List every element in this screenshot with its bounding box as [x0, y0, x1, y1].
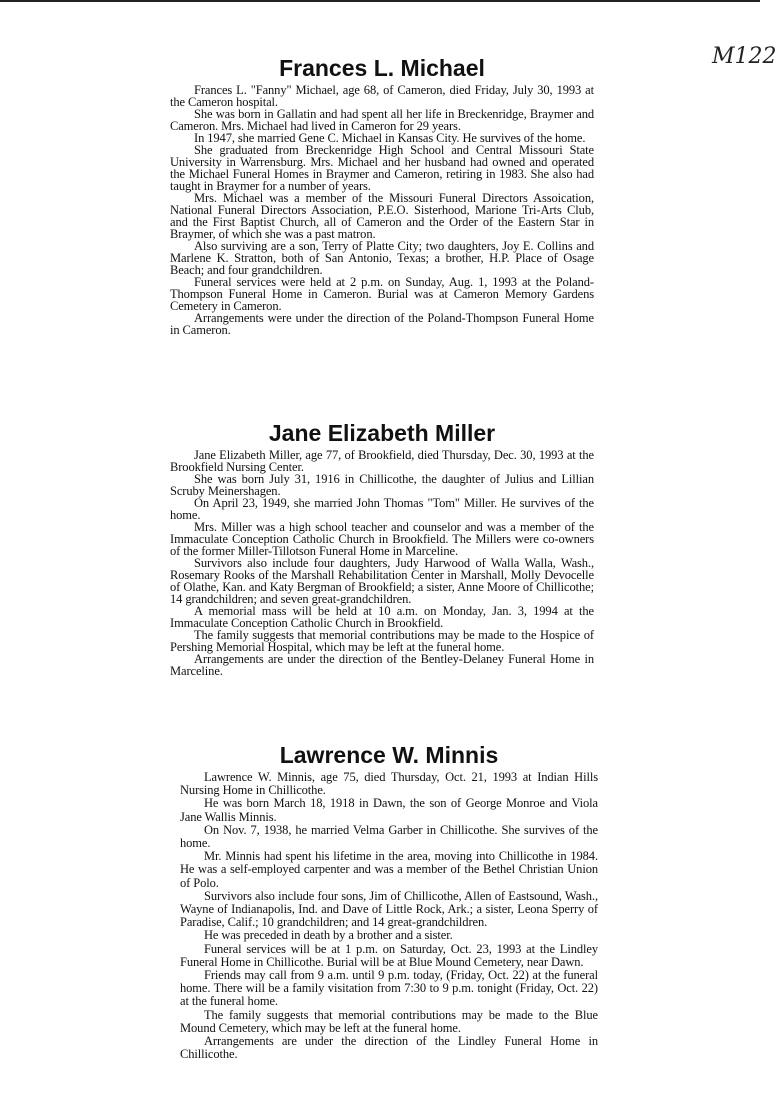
- obituary-paragraph: She was born July 31, 1916 in Chillicothe, the daughter of Julius and Lillian Scruby Meinershagen.: [170, 472, 594, 498]
- obituary-paragraph: Friends may call from 9 a.m. until 9 p.m. today, (Friday, Oct. 22) at the funeral home. There will be a family visitation from 7:30 to 9 p.m. tonight (Friday, Oct. 22) at the funeral home.: [180, 968, 598, 1009]
- handwritten-margin-note: M122: [712, 44, 777, 69]
- obituary-paragraph: Survivors also include four sons, Jim of Chillicothe, Allen of Eastsound, Wash., Wayne of Indianapolis, Ind. and Dave of Little Rock, Ark.; a sister, Leona Sperry of Paradise, Calif.; 10 grandchildren; and 14 great-grandchildren.: [180, 888, 598, 930]
- obituary-paragraph: The family suggests that memorial contributions may be made to the Hospice of Pershing Memorial Hospital, which may be left at the funeral home.: [170, 628, 594, 654]
- obituary-paragraph: Also surviving are a son, Terry of Platte City; two daughters, Joy E. Collins and Marlene K. Stratton, both of San Antonio, Texas; a brother, H.P. Place of Osage Beach; and four grandchildren.: [170, 239, 594, 277]
- obituary-paragraph: She was born in Gallatin and had spent all her life in Breckenridge, Braymer and Cameron. Mrs. Michael had lived in Cameron for 29 years.: [170, 107, 594, 133]
- obituary-paragraph: Arrangements are under the direction of the Lindley Funeral Home in Chillicothe.: [180, 1034, 598, 1062]
- obituary-paragraph: Arrangements are under the direction of the Bentley-Delaney Funeral Home in Marceline.: [170, 652, 594, 678]
- obituary-paragraph: He was born March 18, 1918 in Dawn, the son of George Monroe and Viola Jane Wallis Minnis.: [180, 796, 598, 824]
- obituary-paragraph: Mrs. Miller was a high school teacher and counselor and was a member of the Immaculate Conception Catholic Church in Brookfield. The Millers were co-owners of the former Miller-Tillotson Funeral Home in Marceline.: [170, 520, 594, 558]
- obituary-paragraph: Funeral services were held at 2 p.m. on Sunday, Aug. 1, 1993 at the Poland-Thompson Funeral Home in Cameron. Burial was at Cameron Memory Gardens Cemetery in Cameron.: [170, 275, 594, 313]
- obituary-paragraph: Lawrence W. Minnis, age 75, died Thursday, Oct. 21, 1993 at Indian Hills Nursing Home in Chillicothe.: [180, 770, 598, 798]
- obituary-headline: Frances L. Michael: [279, 55, 485, 81]
- obituary-paragraph: A memorial mass will be held at 10 a.m. on Monday, Jan. 3, 1994 at the Immaculate Conception Catholic Church in Brookfield.: [170, 604, 594, 630]
- obituary-paragraph: Frances L. "Fanny" Michael, age 68, of Cameron, died Friday, July 30, 1993 at the Cameron hospital.: [170, 83, 594, 109]
- obituary-paragraph: Arrangements were under the direction of the Poland-Thompson Funeral Home in Cameron.: [170, 311, 594, 337]
- obituary-paragraph: She graduated from Breckenridge High School and Central Missouri State University in Warrensburg. Mrs. Michael and her husband had owned and operated the Michael Funeral Homes in Braymer and Cameron, retiring in 1983. She also had taught in Braymer for a number of years.: [170, 143, 594, 193]
- obituary-paragraph: Survivors also include four daughters, Judy Harwood of Walla Walla, Wash., Rosemary Rooks of the Marshall Rehabilitation Center in Marshall, Molly Devocelle of Olathe, Kan. and Katy Bergman of Brookfield; a sister, Anne Moore of Chillicothe; 14 grandchildren; and seven great-grandchildren.: [170, 556, 594, 606]
- obituary-paragraph: In 1947, she married Gene C. Michael in Kansas City. He survives of the home.: [194, 131, 586, 145]
- obituary-paragraph: He was preceded in death by a brother and a sister.: [204, 928, 453, 943]
- obituary-paragraph: The family suggests that memorial contributions may be made to the Blue Mound Cemetery, which may be left at the funeral home.: [180, 1007, 598, 1035]
- obituary-headline: Jane Elizabeth Miller: [268, 420, 496, 446]
- obituary-paragraph: Mr. Minnis had spent his lifetime in the area, moving into Chillicothe in 1984. He was a self-employed carpenter and was a member of the Bethel Christian Union of Polo.: [180, 849, 598, 890]
- obituary-paragraph: Mrs. Michael was a member of the Missouri Funeral Directors Assoication, National Funeral Directors Association, P.E.O. Sisterhood, Marione Tri-Arts Club, and the First Baptist Church, all of Cameron and the Order of the Eastern Star in Braymer, of which she was a past matron.: [170, 191, 594, 241]
- obituary-lawrence-minnis: [180, 741, 598, 1061]
- obituary-paragraph: On April 23, 1949, she married John Thomas "Tom" Miller. He survives of the home.: [170, 496, 594, 522]
- obituary-paragraph: On Nov. 7, 1938, he married Velma Garber in Chillicothe. She survives of the home.: [180, 822, 598, 851]
- obituary-jane-miller: [170, 419, 594, 677]
- obituary-paragraph: Funeral services will be at 1 p.m. on Saturday, Oct. 23, 1993 at the Lindley Funeral Home in Chillicothe. Burial will be at Blue Mound Cemetery, near Dawn.: [180, 941, 598, 969]
- obituary-frances-michael: [170, 54, 594, 336]
- obituary-headline: Lawrence W. Minnis: [279, 742, 499, 768]
- obituary-paragraph: Jane Elizabeth Miller, age 77, of Brookfield, died Thursday, Dec. 30, 1993 at the Brookfield Nursing Center.: [170, 448, 594, 474]
- page-top-rule: [0, 0, 760, 2]
